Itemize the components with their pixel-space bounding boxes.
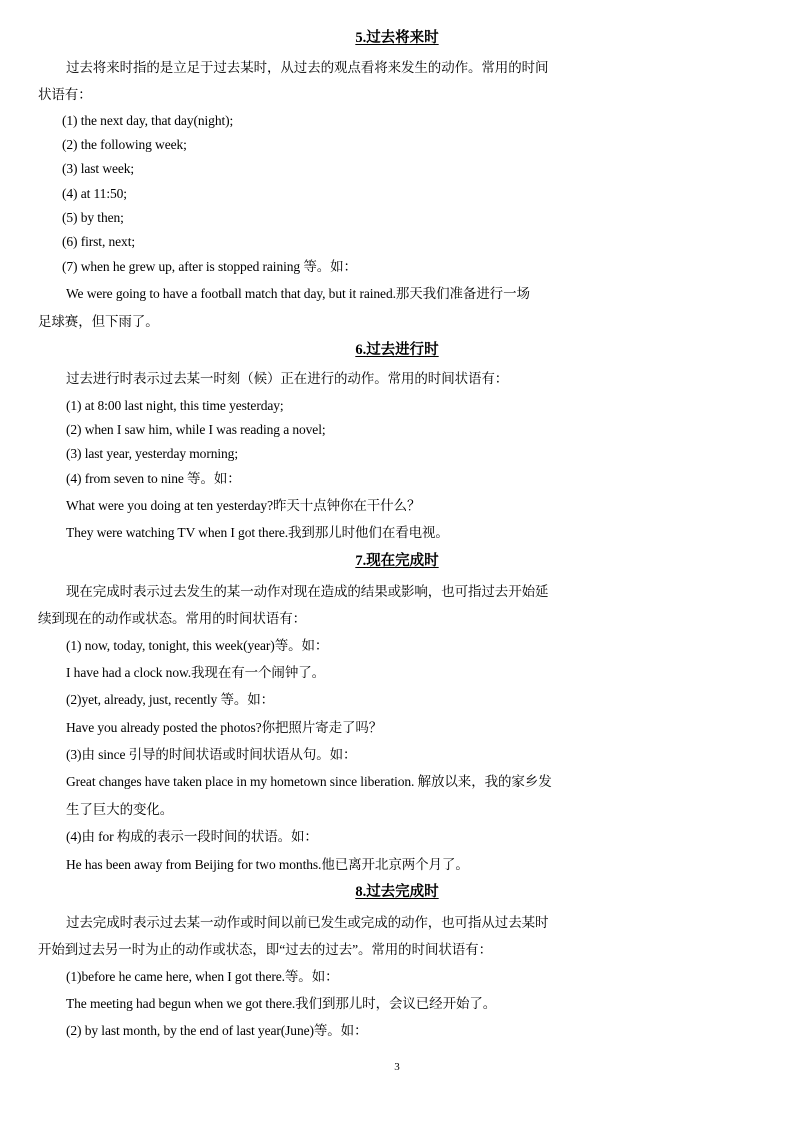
list-item: (1)before he came here, when I got there.等。如： <box>66 969 339 984</box>
paragraph-line: 过去将来时指的是立足于过去某时，从过去的观点看将来发生的动作。常用的时间 <box>66 60 549 75</box>
example-sentence: Have you already posted the photos?你把照片寄走了吗？ <box>66 720 383 735</box>
paragraph-line: 过去进行时表示过去某一时刻（候）正在进行的动作。常用的时间状语有： <box>66 371 509 386</box>
list-item: (2) by last month, by the end of last year(June)等。如： <box>66 1023 368 1038</box>
list-item: (4)由 for 构成的表示一段时间的状语。如： <box>66 829 318 844</box>
example-sentence: What were you doing at ten yesterday?昨天十点钟你在干什么？ <box>66 498 421 513</box>
list-item: (1) the next day, that day(night); <box>62 113 234 128</box>
list-item: (5) by then; <box>62 210 124 225</box>
example-sentence: We were going to have a football match that day, but it rained.那天我们准备进行一场 <box>66 286 530 301</box>
paragraph-line: 过去完成时表示过去某一动作或时间以前已发生或完成的动作，也可指从过去某时 <box>66 915 549 930</box>
list-item: (2) the following week; <box>62 137 187 152</box>
list-item: (4) at 11:50; <box>62 186 127 201</box>
example-sentence: I have had a clock now.我现在有一个闹钟了。 <box>66 665 326 680</box>
example-sentence: He has been away from Beijing for two months.他已离开北京两个月了。 <box>66 857 469 872</box>
list-item: (1) at 8:00 last night, this time yesterday; <box>66 398 284 413</box>
paragraph-line: 开始到过去另一时为止的动作或状态，即“过去的过去”。常用的时间状语有： <box>38 942 492 957</box>
list-item: (7) when he grew up, after is stopped raining 等。如： <box>62 259 357 274</box>
example-sentence: The meeting had begun when we got there.我们到那儿时，会议已经开始了。 <box>66 996 497 1011</box>
list-item: (2) when I saw him, while I was reading a novel; <box>66 422 326 437</box>
paragraph-line: 续到现在的动作或状态。常用的时间状语有： <box>38 611 306 626</box>
example-sentence: 生了巨大的变化。 <box>66 802 174 817</box>
page-number: 3 <box>394 1061 400 1073</box>
section-heading-past-future: 5.过去将来时 <box>355 30 439 46</box>
list-item: (1) now, today, tonight, this week(year)等。如： <box>66 638 329 653</box>
example-sentence: 足球赛，但下雨了。 <box>38 314 159 329</box>
section-heading-present-perfect: 7.现在完成时 <box>355 553 439 569</box>
list-item: (3) last year, yesterday morning; <box>66 446 238 461</box>
example-sentence: Great changes have taken place in my hometown since liberation. 解放以来，我的家乡发 <box>66 774 552 789</box>
list-item: (3)由 since 引导的时间状语或时间状语从句。如： <box>66 747 357 762</box>
section-heading-past-perfect: 8.过去完成时 <box>355 884 439 900</box>
paragraph-line: 状语有： <box>38 87 92 102</box>
paragraph-line: 现在完成时表示过去发生的某一动作对现在造成的结果或影响，也可指过去开始延 <box>66 584 549 599</box>
example-sentence: They were watching TV when I got there.我到那儿时他们在看电视。 <box>66 525 449 540</box>
list-item: (4) from seven to nine 等。如： <box>66 471 241 486</box>
section-heading-past-continuous: 6.过去进行时 <box>355 342 439 358</box>
list-item: (6) first, next; <box>62 234 136 249</box>
list-item: (3) last week; <box>62 161 135 176</box>
list-item: (2)yet, already, just, recently 等。如： <box>66 692 275 707</box>
